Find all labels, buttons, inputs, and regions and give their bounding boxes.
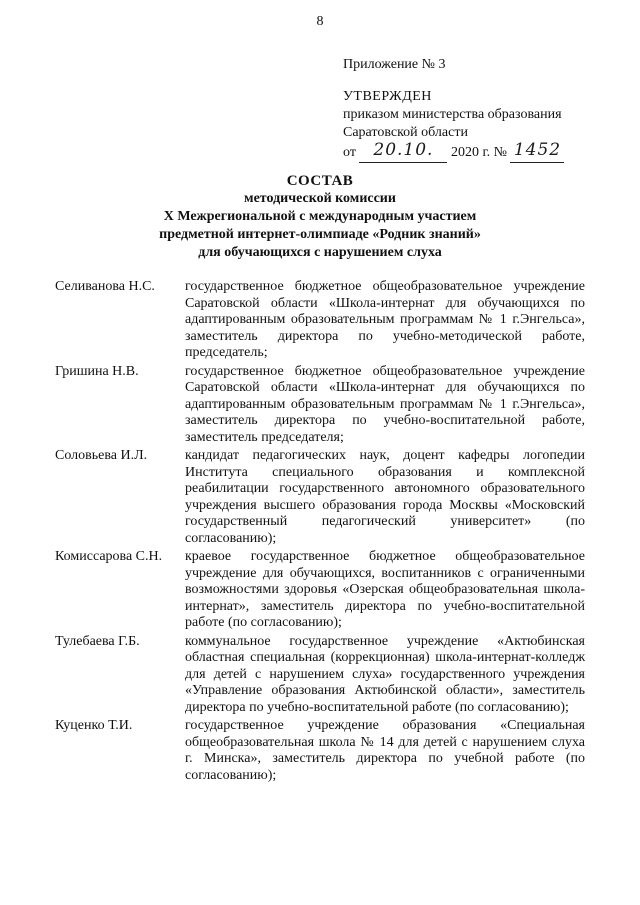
member-entry [55,364,585,447]
title-line-1: методической комиссии [244,191,396,206]
member-name: Тулебаева Г.Б. [55,633,140,649]
approval-date-handwritten: 20.10. [373,140,434,160]
member-description: государственное бюджетное общеобразовательное учреждение Саратовской области «Школа-интернат для обучающихся по адаптированным образовательным программам № 1 г.Энгельса», заместитель директора по учебно-воспитательной работе, заместитель председателя; [185,363,585,445]
member-entry [55,634,585,717]
member-description: государственное учреждение образования «Специальная общеобразовательная школа № 14 для детей с нарушением слуха г. Минска», заместитель директора по учебной работе (по согласованию); [185,718,585,783]
appendix-label: Приложение № 3 [343,57,446,72]
member-description: краевое государственное бюджетное общеобразовательное учреждение для обучающихся, воспитанников с ограниченными возможностями здоровья «Озерская общеобразовательная школа-интернат», заместитель директора по учебно-воспитательной работе (по согласованию); [185,549,585,630]
page-number: 8 [316,14,324,29]
approval-date-field [359,142,447,163]
approval-block [343,88,564,163]
member-name: Соловьева И.Л. [55,448,148,463]
member-entry [55,279,585,362]
approval-order-line2: Саратовской области [343,125,468,140]
approval-order-line1: приказом министерства образования [343,107,562,122]
member-description: коммунальное государственное учреждение «Актюбинская областная специальная (коррекционная) школа-интернат-колледж для детей с нарушением слуха» государственного учреждения «Управление образования Актюбинской области», заместитель директора по учебно-воспитательной работе (по согласованию); [185,633,585,715]
title-line-3: предметной интернет-олимпиаде «Родник знаний» [159,227,481,242]
approval-number-handwritten: 1452 [513,140,562,160]
member-name: Гришина Н.В. [55,363,139,379]
member-name: Куценко Т.И. [55,718,133,733]
approval-year-label: 2020 г. № [450,145,507,160]
approval-from-label: от [343,145,356,160]
document-title [0,172,640,262]
member-name: Комиссарова С.Н. [55,549,163,564]
title-main: СОСТАВ [286,173,354,189]
approval-number-field [510,142,564,163]
approval-date-number-line [343,142,564,163]
title-line-4: для обучающихся с нарушением слуха [198,245,442,260]
member-name: Селиванова Н.С. [55,279,155,294]
approval-label: УТВЕРЖДЕН [343,89,432,104]
member-description: государственное бюджетное общеобразовательное учреждение Саратовской области «Школа-интернат для обучающихся по адаптированным образовательным программам № 1 г.Энгельса», заместитель директора по учебно-методической работе, председатель; [185,279,585,360]
member-entry [55,448,585,547]
member-entry [55,549,585,632]
member-description: кандидат педагогических наук, доцент кафедры логопедии Института специального образования и комплексной реабилитации государственного автономного образовательного учреждения высшего образования города Москвы «Московский государственный педагогический университет» (по согласованию); [185,448,585,546]
members-list [55,279,585,784]
title-line-2: X Межрегиональной с международным участием [163,209,477,224]
member-entry [55,718,585,784]
